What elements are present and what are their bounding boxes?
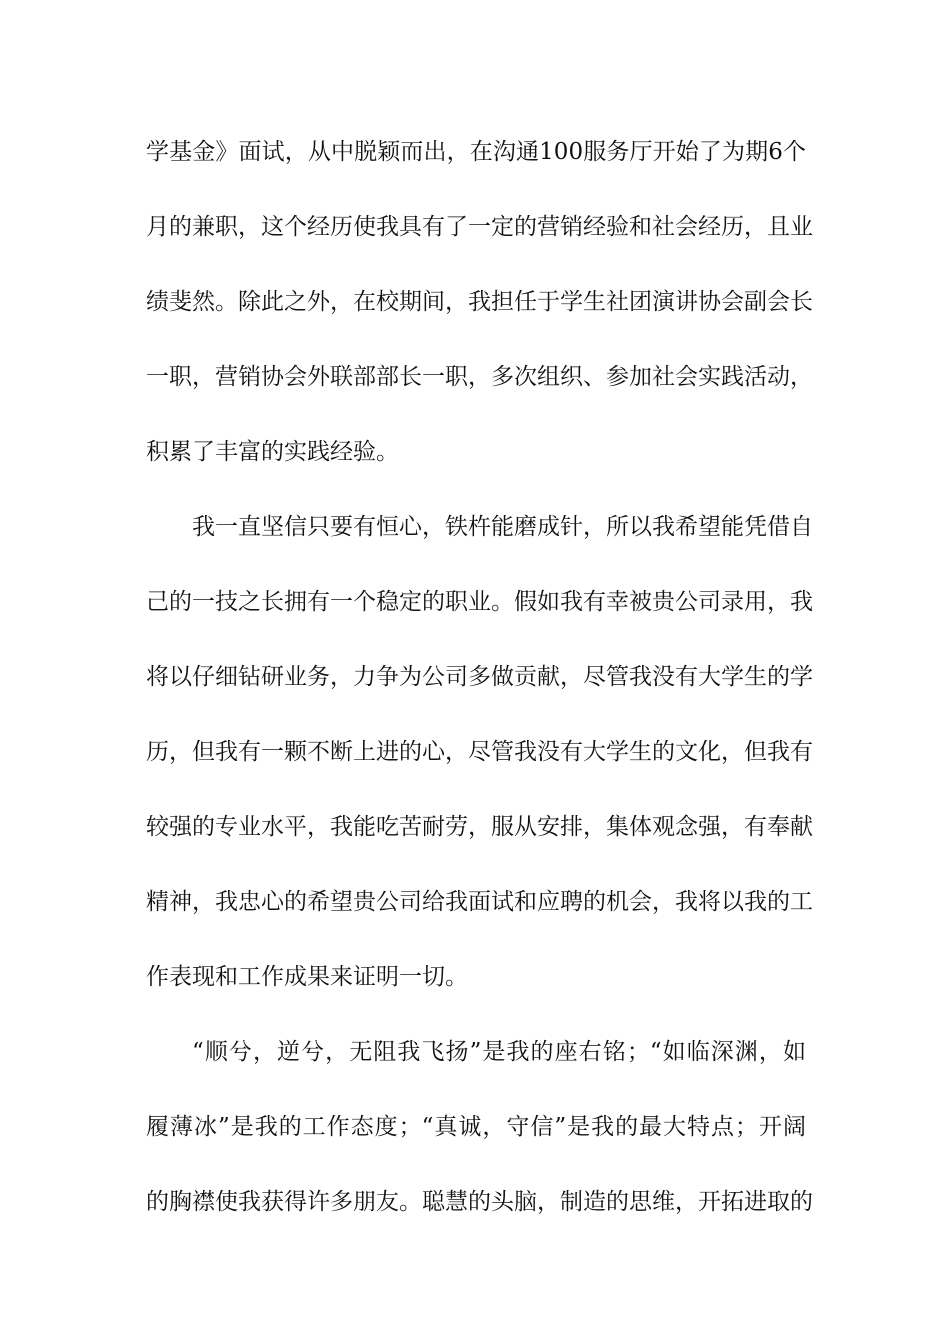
text-line: 月的兼职，这个经历使我具有了一定的营销经验和社会经历，且业 — [146, 214, 813, 240]
text-line: 一职，营销协会外联部部长一职，多次组织、参加社会实践活动， — [146, 364, 813, 390]
text-line: 绩斐然。除此之外，在校期间，我担任于学生社团演讲协会副会长 — [146, 289, 813, 315]
text-line: “顺兮，逆兮，无阻我飞扬”是我的座右铭；“如临深渊，如 — [192, 1039, 806, 1065]
text-line: 积累了丰富的实践经验。 — [146, 439, 399, 465]
text-line: 作表现和工作成果来证明一切。 — [146, 964, 468, 990]
text-line: 我一直坚信只要有恒心，铁杵能磨成针，所以我希望能凭借自 — [192, 514, 813, 540]
text-line: 较强的专业水平，我能吃苦耐劳，服从安排，集体观念强，有奉献 — [146, 814, 813, 840]
text-line: 履薄冰”是我的工作态度；“真诚，守信”是我的最大特点；开阔 — [146, 1114, 806, 1140]
text-line: 的胸襟使我获得许多朋友。聪慧的头脑，制造的思维，开拓进取的 — [146, 1189, 813, 1215]
text-line: 将以仔细钻研业务，力争为公司多做贡献，尽管我没有大学生的学 — [146, 664, 813, 690]
text-line: 己的一技之长拥有一个稳定的职业。假如我有幸被贵公司录用，我 — [146, 589, 813, 615]
text-line: 学基金》面试，从中脱颖而出，在沟通100服务厅开始了为期6个 — [146, 139, 806, 165]
text-line: 精神，我忠心的希望贵公司给我面试和应聘的机会，我将以我的工 — [146, 889, 813, 915]
text-line: 历，但我有一颗不断上进的心，尽管我没有大学生的文化，但我有 — [146, 739, 813, 765]
